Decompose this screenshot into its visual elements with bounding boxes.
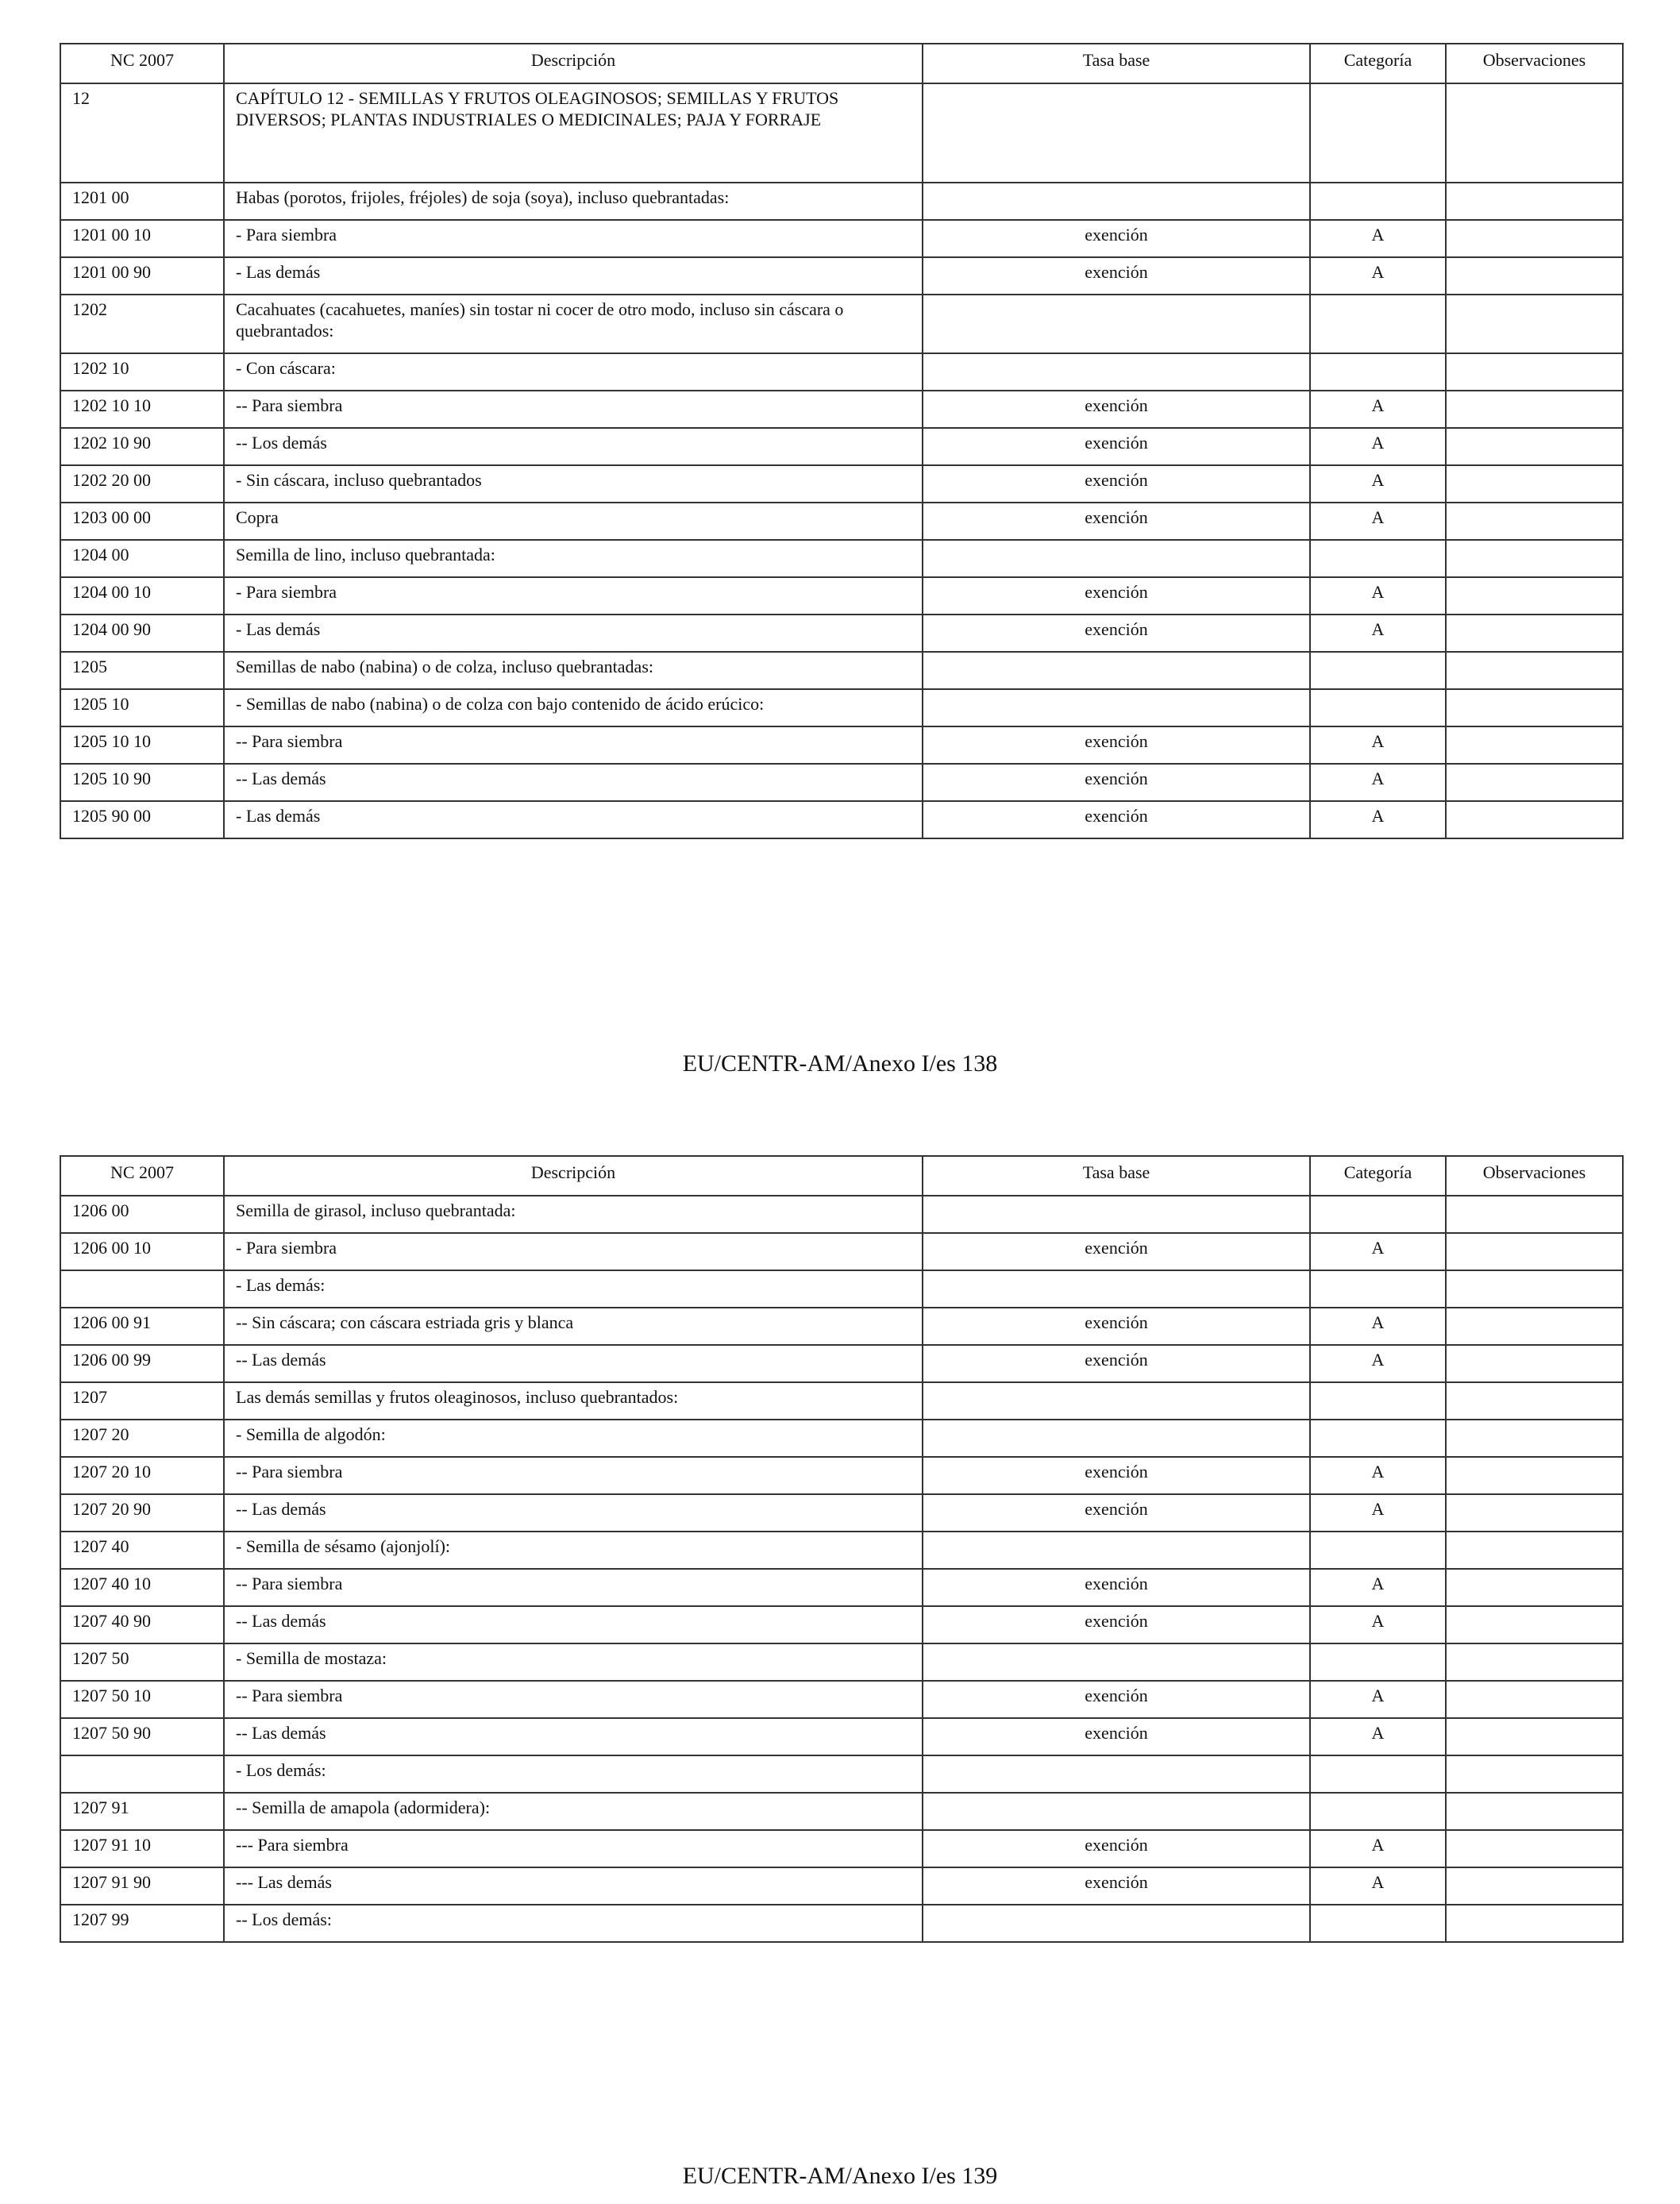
table-row	[60, 540, 1623, 577]
cell-categoria: A	[1310, 1830, 1446, 1867]
cell-nc: 1207 91	[60, 1793, 224, 1830]
table-row	[60, 1681, 1623, 1718]
cell-nc	[60, 1755, 224, 1793]
table-row	[60, 1830, 1623, 1867]
table-row	[60, 726, 1623, 764]
cell-tasa-base: exención	[923, 1457, 1310, 1494]
cell-observaciones	[1446, 1606, 1623, 1643]
cell-tasa-base: exención	[923, 1569, 1310, 1606]
cell-observaciones	[1446, 1270, 1623, 1308]
cell-tasa-base: exención	[923, 1345, 1310, 1382]
cell-categoria: A	[1310, 1606, 1446, 1643]
cell-descripcion: - Las demás:	[224, 1270, 923, 1308]
cell-descripcion: - Para siembra	[224, 220, 923, 257]
cell-categoria: A	[1310, 1345, 1446, 1382]
cell-categoria: A	[1310, 577, 1446, 615]
cell-tasa-base: exención	[923, 503, 1310, 540]
table-row	[60, 1233, 1623, 1270]
cell-observaciones	[1446, 540, 1623, 577]
cell-observaciones	[1446, 1457, 1623, 1494]
cell-descripcion: -- Las demás	[224, 1494, 923, 1532]
cell-categoria	[1310, 1793, 1446, 1830]
table-row	[60, 465, 1623, 503]
cell-observaciones	[1446, 1643, 1623, 1681]
table-row	[60, 1905, 1623, 1942]
cell-tasa-base: exención	[923, 257, 1310, 295]
cell-categoria: A	[1310, 1718, 1446, 1755]
cell-categoria	[1310, 689, 1446, 726]
table-row	[60, 1643, 1623, 1681]
cell-descripcion: - Semilla de algodón:	[224, 1420, 923, 1457]
cell-descripcion: - Semillas de nabo (nabina) o de colza con bajo contenido de ácido erúcico:	[224, 689, 923, 726]
header-descripcion: Descripción	[224, 44, 923, 83]
cell-nc: 1202 10 90	[60, 428, 224, 465]
table-row	[60, 801, 1623, 838]
cell-nc: 1207 91 10	[60, 1830, 224, 1867]
cell-descripcion: - Para siembra	[224, 577, 923, 615]
cell-nc: 1207 20 10	[60, 1457, 224, 1494]
cell-tasa-base	[923, 1382, 1310, 1420]
cell-observaciones	[1446, 1420, 1623, 1457]
cell-observaciones	[1446, 295, 1623, 353]
cell-descripcion: --- Para siembra	[224, 1830, 923, 1867]
page-footer: EU/CENTR-AM/Anexo I/es 139	[682, 2163, 998, 2189]
cell-nc: 1202	[60, 295, 224, 353]
cell-categoria: A	[1310, 220, 1446, 257]
cell-nc: 1207 40	[60, 1532, 224, 1569]
cell-observaciones	[1446, 689, 1623, 726]
cell-tasa-base: exención	[923, 1606, 1310, 1643]
cell-tasa-base: exención	[923, 1308, 1310, 1345]
cell-observaciones	[1446, 1718, 1623, 1755]
table-row	[60, 391, 1623, 428]
cell-categoria	[1310, 353, 1446, 391]
cell-descripcion: -- Los demás	[224, 428, 923, 465]
table-row	[60, 1420, 1623, 1457]
cell-descripcion: - Semilla de sésamo (ajonjolí):	[224, 1532, 923, 1569]
cell-categoria	[1310, 83, 1446, 183]
cell-categoria: A	[1310, 615, 1446, 652]
cell-descripcion: - Para siembra	[224, 1233, 923, 1270]
cell-observaciones	[1446, 764, 1623, 801]
cell-descripcion: - Sin cáscara, incluso quebrantados	[224, 465, 923, 503]
cell-categoria	[1310, 1755, 1446, 1793]
cell-tasa-base	[923, 183, 1310, 220]
table-row	[60, 1718, 1623, 1755]
cell-nc: 1203 00 00	[60, 503, 224, 540]
cell-tasa-base: exención	[923, 577, 1310, 615]
cell-descripcion: Semilla de girasol, incluso quebrantada:	[224, 1196, 923, 1233]
cell-categoria	[1310, 540, 1446, 577]
cell-descripcion: -- Para siembra	[224, 1681, 923, 1718]
table-header-row	[60, 44, 1623, 83]
table-row	[60, 503, 1623, 540]
cell-categoria	[1310, 1420, 1446, 1457]
cell-descripcion: -- Para siembra	[224, 1569, 923, 1606]
cell-descripcion: Habas (porotos, frijoles, fréjoles) de soja (soya), incluso quebrantadas:	[224, 183, 923, 220]
cell-tasa-base: exención	[923, 801, 1310, 838]
cell-nc: 1205 10 10	[60, 726, 224, 764]
header-observaciones: Observaciones	[1446, 44, 1623, 83]
cell-categoria: A	[1310, 391, 1446, 428]
cell-tasa-base: exención	[923, 1494, 1310, 1532]
cell-tasa-base	[923, 1905, 1310, 1942]
cell-descripcion: - Con cáscara:	[224, 353, 923, 391]
cell-categoria: A	[1310, 1681, 1446, 1718]
cell-descripcion: -- Semilla de amapola (adormidera):	[224, 1793, 923, 1830]
tariff-table-page-138	[60, 43, 1624, 839]
table-body	[60, 1196, 1623, 1942]
table-row	[60, 1793, 1623, 1830]
cell-nc: 1205	[60, 652, 224, 689]
table-row	[60, 1494, 1623, 1532]
cell-observaciones	[1446, 428, 1623, 465]
cell-observaciones	[1446, 1233, 1623, 1270]
cell-tasa-base: exención	[923, 726, 1310, 764]
cell-nc: 1207 91 90	[60, 1867, 224, 1905]
table-header-row	[60, 1156, 1623, 1196]
table-row	[60, 689, 1623, 726]
cell-observaciones	[1446, 1905, 1623, 1942]
cell-tasa-base: exención	[923, 391, 1310, 428]
table-row	[60, 428, 1623, 465]
cell-categoria: A	[1310, 1308, 1446, 1345]
cell-categoria: A	[1310, 764, 1446, 801]
cell-descripcion: - Las demás	[224, 257, 923, 295]
cell-nc: 1207 50	[60, 1643, 224, 1681]
cell-nc: 1204 00 90	[60, 615, 224, 652]
cell-observaciones	[1446, 220, 1623, 257]
cell-descripcion: -- Las demás	[224, 764, 923, 801]
cell-descripcion: -- Para siembra	[224, 726, 923, 764]
header-observaciones: Observaciones	[1446, 1156, 1623, 1196]
header-categoria: Categoría	[1310, 1156, 1446, 1196]
cell-observaciones	[1446, 465, 1623, 503]
table-row	[60, 220, 1623, 257]
cell-categoria: A	[1310, 1494, 1446, 1532]
cell-descripcion: -- Sin cáscara; con cáscara estriada gris y blanca	[224, 1308, 923, 1345]
cell-descripcion: -- Los demás:	[224, 1905, 923, 1942]
cell-categoria	[1310, 1532, 1446, 1569]
cell-nc: 1206 00 10	[60, 1233, 224, 1270]
cell-descripcion: - Las demás	[224, 615, 923, 652]
cell-observaciones	[1446, 1494, 1623, 1532]
cell-descripcion: - Los demás:	[224, 1755, 923, 1793]
cell-observaciones	[1446, 1382, 1623, 1420]
cell-tasa-base	[923, 1420, 1310, 1457]
cell-categoria: A	[1310, 257, 1446, 295]
cell-tasa-base	[923, 1532, 1310, 1569]
cell-tasa-base	[923, 295, 1310, 353]
cell-nc: 1201 00 10	[60, 220, 224, 257]
header-categoria: Categoría	[1310, 44, 1446, 83]
cell-observaciones	[1446, 391, 1623, 428]
cell-categoria: A	[1310, 1867, 1446, 1905]
table-row	[60, 652, 1623, 689]
cell-categoria: A	[1310, 465, 1446, 503]
table-row	[60, 1308, 1623, 1345]
page-footer: EU/CENTR-AM/Anexo I/es 138	[682, 1050, 998, 1077]
cell-nc: 1205 90 00	[60, 801, 224, 838]
cell-descripcion: -- Las demás	[224, 1345, 923, 1382]
cell-nc: 1206 00	[60, 1196, 224, 1233]
cell-nc: 1207 20 90	[60, 1494, 224, 1532]
cell-categoria: A	[1310, 503, 1446, 540]
cell-tasa-base: exención	[923, 1867, 1310, 1905]
table-row	[60, 615, 1623, 652]
table-row	[60, 83, 1623, 183]
cell-categoria	[1310, 183, 1446, 220]
cell-nc: 1207 50 90	[60, 1718, 224, 1755]
cell-nc: 1202 20 00	[60, 465, 224, 503]
cell-observaciones	[1446, 577, 1623, 615]
table-row	[60, 1867, 1623, 1905]
cell-nc	[60, 1270, 224, 1308]
table-row	[60, 1755, 1623, 1793]
cell-nc: 12	[60, 83, 224, 183]
cell-nc: 1207 50 10	[60, 1681, 224, 1718]
cell-observaciones	[1446, 257, 1623, 295]
table-row	[60, 183, 1623, 220]
cell-categoria	[1310, 1270, 1446, 1308]
cell-descripcion: -- Las demás	[224, 1606, 923, 1643]
cell-nc: 1204 00 10	[60, 577, 224, 615]
cell-categoria: A	[1310, 726, 1446, 764]
table-row	[60, 257, 1623, 295]
cell-nc: 1207 20	[60, 1420, 224, 1457]
cell-descripcion: --- Las demás	[224, 1867, 923, 1905]
cell-observaciones	[1446, 503, 1623, 540]
cell-categoria	[1310, 1382, 1446, 1420]
cell-descripcion: -- Para siembra	[224, 391, 923, 428]
table-row	[60, 1382, 1623, 1420]
cell-tasa-base	[923, 83, 1310, 183]
cell-observaciones	[1446, 1345, 1623, 1382]
table-row	[60, 1532, 1623, 1569]
cell-tasa-base	[923, 1793, 1310, 1830]
cell-descripcion: -- Para siembra	[224, 1457, 923, 1494]
table-row	[60, 1270, 1623, 1308]
cell-nc: 1207 40 90	[60, 1606, 224, 1643]
table-row	[60, 1606, 1623, 1643]
cell-observaciones	[1446, 183, 1623, 220]
cell-observaciones	[1446, 1308, 1623, 1345]
cell-tasa-base: exención	[923, 1830, 1310, 1867]
table-row	[60, 577, 1623, 615]
cell-observaciones	[1446, 726, 1623, 764]
cell-observaciones	[1446, 1532, 1623, 1569]
cell-categoria	[1310, 295, 1446, 353]
cell-observaciones	[1446, 1830, 1623, 1867]
cell-descripcion: Semillas de nabo (nabina) o de colza, incluso quebrantadas:	[224, 652, 923, 689]
cell-descripcion: Las demás semillas y frutos oleaginosos, incluso quebrantados:	[224, 1382, 923, 1420]
cell-descripcion: - Semilla de mostaza:	[224, 1643, 923, 1681]
header-nc: NC 2007	[60, 44, 224, 83]
cell-tasa-base: exención	[923, 428, 1310, 465]
cell-categoria	[1310, 652, 1446, 689]
header-tasa-base: Tasa base	[923, 44, 1310, 83]
cell-tasa-base: exención	[923, 1233, 1310, 1270]
cell-tasa-base	[923, 1755, 1310, 1793]
cell-observaciones	[1446, 652, 1623, 689]
header-nc: NC 2007	[60, 1156, 224, 1196]
cell-categoria: A	[1310, 1457, 1446, 1494]
cell-observaciones	[1446, 353, 1623, 391]
tariff-table-page-139	[60, 1155, 1624, 1943]
table-row	[60, 1345, 1623, 1382]
header-tasa-base: Tasa base	[923, 1156, 1310, 1196]
cell-nc: 1204 00	[60, 540, 224, 577]
cell-descripcion: -- Las demás	[224, 1718, 923, 1755]
cell-descripcion: Semilla de lino, incluso quebrantada:	[224, 540, 923, 577]
cell-tasa-base: exención	[923, 615, 1310, 652]
cell-observaciones	[1446, 1196, 1623, 1233]
cell-descripcion: - Las demás	[224, 801, 923, 838]
cell-observaciones	[1446, 1681, 1623, 1718]
cell-categoria: A	[1310, 428, 1446, 465]
cell-nc: 1207	[60, 1382, 224, 1420]
cell-tasa-base: exención	[923, 764, 1310, 801]
cell-tasa-base: exención	[923, 465, 1310, 503]
table-body	[60, 83, 1623, 838]
cell-nc: 1201 00 90	[60, 257, 224, 295]
table-row	[60, 1569, 1623, 1606]
header-descripcion: Descripción	[224, 1156, 923, 1196]
cell-observaciones	[1446, 615, 1623, 652]
cell-tasa-base	[923, 1643, 1310, 1681]
cell-categoria	[1310, 1643, 1446, 1681]
cell-nc: 1205 10	[60, 689, 224, 726]
cell-tasa-base	[923, 540, 1310, 577]
cell-tasa-base	[923, 689, 1310, 726]
cell-tasa-base: exención	[923, 1681, 1310, 1718]
cell-categoria	[1310, 1196, 1446, 1233]
cell-tasa-base	[923, 1270, 1310, 1308]
table-row	[60, 1457, 1623, 1494]
cell-tasa-base: exención	[923, 220, 1310, 257]
cell-categoria: A	[1310, 1569, 1446, 1606]
cell-tasa-base	[923, 652, 1310, 689]
cell-observaciones	[1446, 1569, 1623, 1606]
table-row	[60, 1196, 1623, 1233]
cell-categoria: A	[1310, 1233, 1446, 1270]
cell-categoria	[1310, 1905, 1446, 1942]
table-row	[60, 353, 1623, 391]
table-row	[60, 764, 1623, 801]
cell-observaciones	[1446, 1867, 1623, 1905]
cell-nc: 1201 00	[60, 183, 224, 220]
cell-nc: 1205 10 90	[60, 764, 224, 801]
cell-nc: 1207 40 10	[60, 1569, 224, 1606]
cell-nc: 1206 00 91	[60, 1308, 224, 1345]
cell-tasa-base	[923, 353, 1310, 391]
cell-nc: 1202 10 10	[60, 391, 224, 428]
table-row	[60, 295, 1623, 353]
cell-tasa-base	[923, 1196, 1310, 1233]
cell-observaciones	[1446, 1755, 1623, 1793]
cell-nc: 1202 10	[60, 353, 224, 391]
cell-nc: 1207 99	[60, 1905, 224, 1942]
cell-categoria: A	[1310, 801, 1446, 838]
cell-descripcion: CAPÍTULO 12 - SEMILLAS Y FRUTOS OLEAGINOSOS; SEMILLAS Y FRUTOS DIVERSOS; PLANTAS INDUSTRIALES O MEDICINALES; PAJA Y FORRAJE	[224, 83, 923, 183]
cell-tasa-base: exención	[923, 1718, 1310, 1755]
cell-observaciones	[1446, 83, 1623, 183]
cell-observaciones	[1446, 801, 1623, 838]
cell-observaciones	[1446, 1793, 1623, 1830]
cell-nc: 1206 00 99	[60, 1345, 224, 1382]
cell-descripcion: Cacahuates (cacahuetes, maníes) sin tostar ni cocer de otro modo, incluso sin cáscara o quebrantados:	[224, 295, 923, 353]
cell-descripcion: Copra	[224, 503, 923, 540]
